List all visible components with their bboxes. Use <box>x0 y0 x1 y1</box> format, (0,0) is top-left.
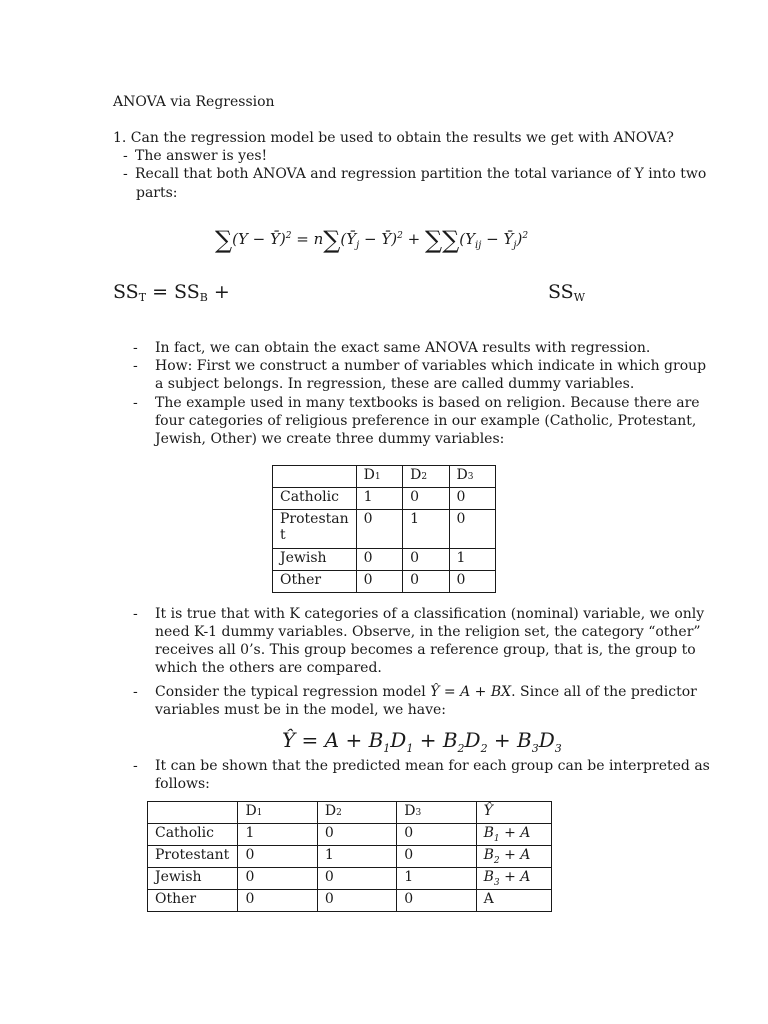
table-row: Protestant 0 1 0 $B_2 + A$ <box>148 846 552 868</box>
question-1: 1. Can the regression model be used to obtain the results we get with ANOVA? <box>113 130 674 146</box>
bullet-text: The example used in many textbooks is based on religion. Because there are <box>155 395 700 411</box>
bullet-dash: - <box>123 166 128 182</box>
table-row: Other 0 0 0 A <box>148 890 552 912</box>
table-row: Jewish 0 0 1 $B_3 + A$ <box>148 868 552 890</box>
bullet-text: which the others are compared. <box>155 660 382 676</box>
regression-equation: Ŷ = $A + B_1D_1 + B_2D_2 + B_3D_3$ <box>282 728 562 755</box>
bullet-text: It is true that with K categories of a classification (nominal) variable, we only <box>155 606 705 622</box>
bullet-text: follows: <box>155 776 210 792</box>
table-header <box>148 802 238 824</box>
table-header: D3 <box>449 466 495 488</box>
bullet-consider: Consider the typical regression model Ŷ = A + BX. Since all of the predictor <box>155 684 697 700</box>
bullet-dash: - <box>123 148 128 164</box>
bullet-text: It can be shown that the predicted mean for each group can be interpreted as <box>155 758 710 774</box>
bullet-text: receives all 0’s. This group becomes a reference group, that is, the group to <box>155 642 696 658</box>
bullet-dash: - <box>133 358 138 374</box>
table-header <box>273 466 357 488</box>
bullet-text: need K-1 dummy variables. Observe, in the religion set, the category “other” <box>155 624 701 640</box>
bullet-text: In fact, we can obtain the exact same ANOVA results with regression. <box>155 340 651 356</box>
table-header: D2 <box>403 466 449 488</box>
bullet-dash: - <box>133 340 138 356</box>
table-header: D1 <box>238 802 317 824</box>
predicted-mean-table <box>147 801 552 912</box>
bullet-dash: - <box>133 758 138 774</box>
partition-equation: ∑(Y − Ȳ)$^2$ = $n\sum(Ȳ_j$ − Ȳ)$^2$ + $\sum\sum(Y_{ij}$ − $Ȳ_j)^2$ <box>215 226 529 254</box>
bullet-recall-line1: Recall that both ANOVA and regression partition the total variance of Y into two <box>135 166 707 182</box>
table-row: Catholic 1 0 0 <box>273 488 496 510</box>
table-header: Ŷ <box>476 802 551 824</box>
table-row: Protestan t 0 1 0 <box>273 510 496 549</box>
table-header: D2 <box>317 802 396 824</box>
dummy-variable-table <box>272 465 496 593</box>
bullet-dash: - <box>133 684 138 700</box>
bullet-dash: - <box>133 395 138 411</box>
table-row: Other 0 0 0 <box>273 571 496 593</box>
document-title: ANOVA via Regression <box>113 94 275 110</box>
bullet-answer: The answer is yes! <box>135 148 268 164</box>
table-row: Jewish 0 0 1 <box>273 549 496 571</box>
bullet-text: Jewish, Other) we create three dummy variables: <box>155 431 505 447</box>
bullet-text: a subject belongs. In regression, these are called dummy variables. <box>155 376 635 392</box>
ss-within: $SS_W$ <box>548 281 586 304</box>
simple-model: Ŷ = A + BX <box>430 684 512 700</box>
bullet-recall-line2: parts: <box>136 185 178 201</box>
bullet-text: four categories of religious preference in our example (Catholic, Protestant, <box>155 413 697 429</box>
table-header: D3 <box>397 802 476 824</box>
table-header: D1 <box>356 466 402 488</box>
ss-total-between: $SS_T = SS_B$ + <box>113 281 230 304</box>
bullet-text: How: First we construct a number of variables which indicate in which group <box>155 358 707 374</box>
bullet-text: variables must be in the model, we have: <box>155 702 447 718</box>
bullet-dash: - <box>133 606 138 622</box>
table-row: Catholic 1 0 0 $B_1 + A$ <box>148 824 552 846</box>
